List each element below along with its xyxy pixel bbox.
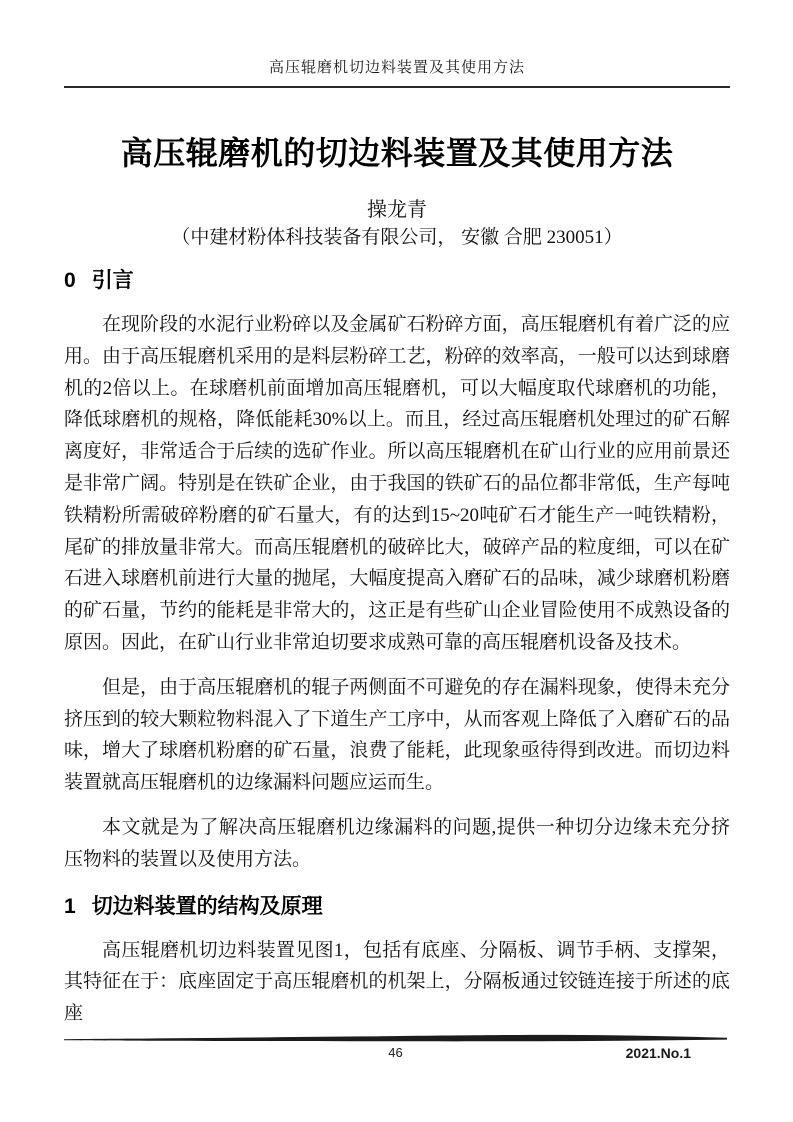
page-footer (64, 1034, 727, 1063)
section-title: 切边料装置的结构及原理 (91, 894, 323, 918)
footer-text-row (64, 1045, 727, 1063)
author-affiliation: （中建材粉体科技装备有限公司， 安徽 合肥 230051） (171, 227, 623, 248)
article-title: 高压辊磨机的切边料装置及其使用方法 (120, 135, 674, 171)
article-body (64, 266, 730, 1030)
section-number: 1 (64, 894, 76, 918)
paragraph: 本文就是为了解决高压辊磨机边缘漏料的问题,提供一种切分边缘未充分挤压物料的装置以及使用方法。 (64, 816, 730, 870)
running-header: 高压辊磨机切边料装置及其使用方法 (268, 60, 525, 76)
paragraph: 高压辊磨机切边料装置见图1，包括有底座、分隔板、调节手柄、支撑架，其特征在于：底座固定于高压辊磨机的机架上，分隔板通过铰链连接于所述的底座 (64, 939, 730, 1025)
section-title: 引言 (91, 269, 134, 292)
paragraph: 在现阶段的水泥行业粉碎以及金属矿石粉碎方面，高压辊磨机有着广泛的应用。由于高压辊磨机采用的是料层粉碎工艺，粉碎的效率高，一般可以达到球磨机的2倍以上。在球磨机前面增加高压辊磨机，可以大幅度取代球磨机的功能，降低球磨机的规格，降低能耗30%以上。而且，经过高压辊磨机处理过的矿石解离度好，非常适合于后续的选矿作业。所以高压辊磨机在矿山行业的应用前景还是非常广阔。特别是在铁矿企业，由于我国的铁矿石的品位都非常低，生产每吨铁精粉所需破碎粉磨的矿石量大，有的达到15~20吨矿石才能生产一吨铁精粉，尾矿的排放量非常大。而高压辊磨机的破碎比大，破碎产品的粒度细，可以在矿石进入球磨机前进行大量的抛尾，大幅度提高入磨矿石的品味，减少球磨机粉磨的矿石量，节约的能耗是非常大的，这正是有些矿山企业冒险使用不成熟设备的原因。因此，在矿山行业非常迫切要求成熟可靠的高压辊磨机设备及技术。 (64, 314, 730, 653)
issue-label: 2021.No.1 (625, 1045, 691, 1061)
section-heading-0 (64, 266, 730, 295)
section-heading-1 (64, 892, 730, 921)
section-1-content (64, 935, 730, 1030)
header-rule (64, 86, 730, 88)
author-name: 操龙青 (367, 199, 427, 221)
footer-rule (64, 1034, 727, 1043)
page-number: 46 (388, 1045, 403, 1060)
paragraph: 但是，由于高压辊磨机的辊子两侧面不可避免的存在漏料现象，使得未充分挤压到的较大颗粒物料混入了下道生产工序中，从而客观上降低了入磨矿石的品味，增大了球磨机粉磨的矿石量，浪费了能耗，此现象亟待得到改进。而切边料装置就高压辊磨机的边缘漏料问题应运而生。 (64, 676, 730, 794)
section-0-content (64, 309, 730, 876)
section-number: 0 (64, 269, 76, 292)
